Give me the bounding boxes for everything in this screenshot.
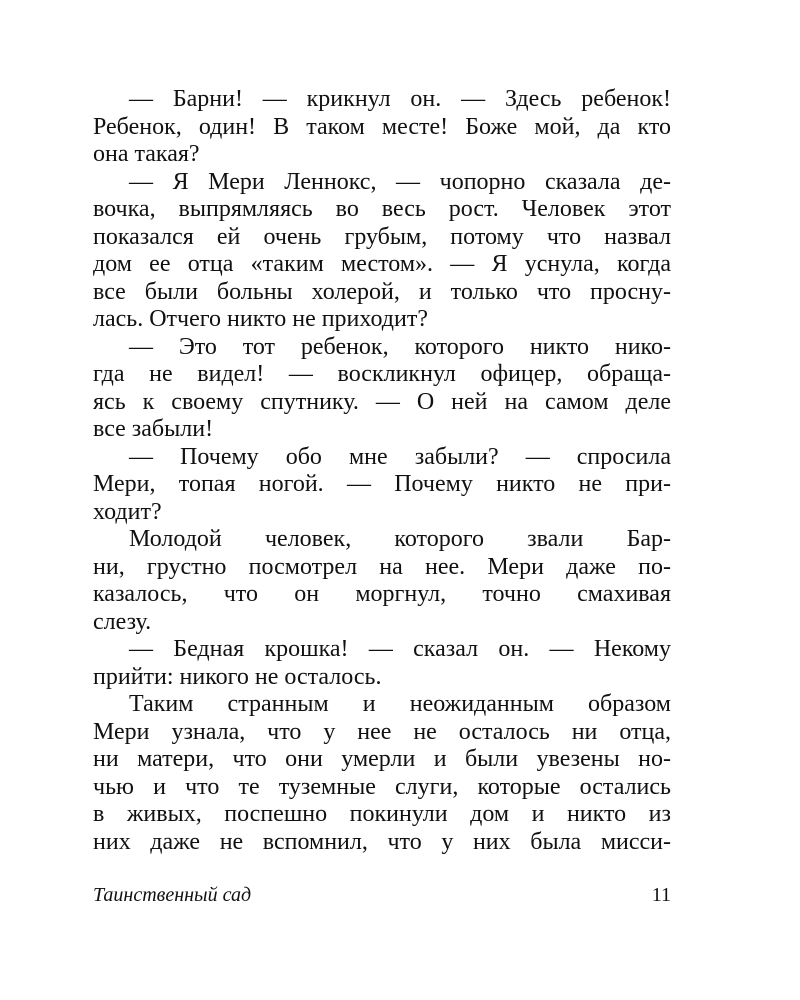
- text-line: Таким странным и неожиданным образом: [129, 691, 671, 717]
- text-line: ни матери, что они умерли и были увезены но-: [93, 746, 671, 772]
- text-line: — Это тот ребенок, которого никто нико-: [129, 333, 671, 360]
- text-line: лась. Отчего никто не приходит?: [93, 306, 428, 332]
- text-line: ясь к своему спутнику. — О ней на самом деле: [93, 388, 671, 415]
- text-line: гда не видел! — воскликнул офицер, обраща-: [93, 361, 671, 387]
- text-line: чью и что те туземные слуги, которые остались: [93, 773, 671, 800]
- text-line: Мери узнала, что у нее не осталось ни отца,: [93, 718, 671, 745]
- text-line: вочка, выпрямляясь во весь рост. Человек этот: [93, 196, 671, 222]
- text-line: показался ей очень грубым, потому что назвал: [93, 223, 671, 250]
- page-footer: [93, 880, 671, 910]
- text-line: — Я Мери Леннокс, — чопорно сказала де-: [129, 168, 671, 195]
- text-line: дом ее отца «таким местом». — Я уснула, когда: [93, 251, 671, 277]
- text-line: она такая?: [93, 141, 200, 167]
- text-line: ходит?: [93, 498, 162, 525]
- text-line: — Почему обо мне забыли? — спросила: [129, 443, 671, 470]
- running-title: Таинственный сад: [93, 884, 252, 906]
- text-line: прийти: никого не осталось.: [93, 663, 382, 690]
- text-line: — Бедная крошка! — сказал он. — Некому: [129, 636, 671, 662]
- text-line: них даже не вспомнил, что у них была мисси-: [93, 828, 671, 855]
- text-line: все забыли!: [93, 416, 214, 442]
- page-number: 11: [651, 884, 671, 906]
- text-line: Мери, топая ногой. — Почему никто не при-: [93, 471, 671, 497]
- text-line: слезу.: [93, 608, 152, 635]
- text-line: Ребенок, один! В таком месте! Боже мой, да кто: [93, 113, 671, 140]
- text-line: все были больны холерой, и только что просну-: [93, 278, 671, 305]
- text-line: казалось, что он моргнул, точно смахивая: [93, 581, 671, 607]
- text-line: в живых, поспешно покинули дом и никто из: [93, 801, 671, 827]
- text-line: — Барни! — крикнул он. — Здесь ребенок!: [129, 86, 671, 112]
- page-text: [93, 86, 671, 856]
- text-line: ни, грустно посмотрел на нее. Мери даже по-: [93, 553, 671, 580]
- text-line: Молодой человек, которого звали Бар-: [129, 526, 671, 552]
